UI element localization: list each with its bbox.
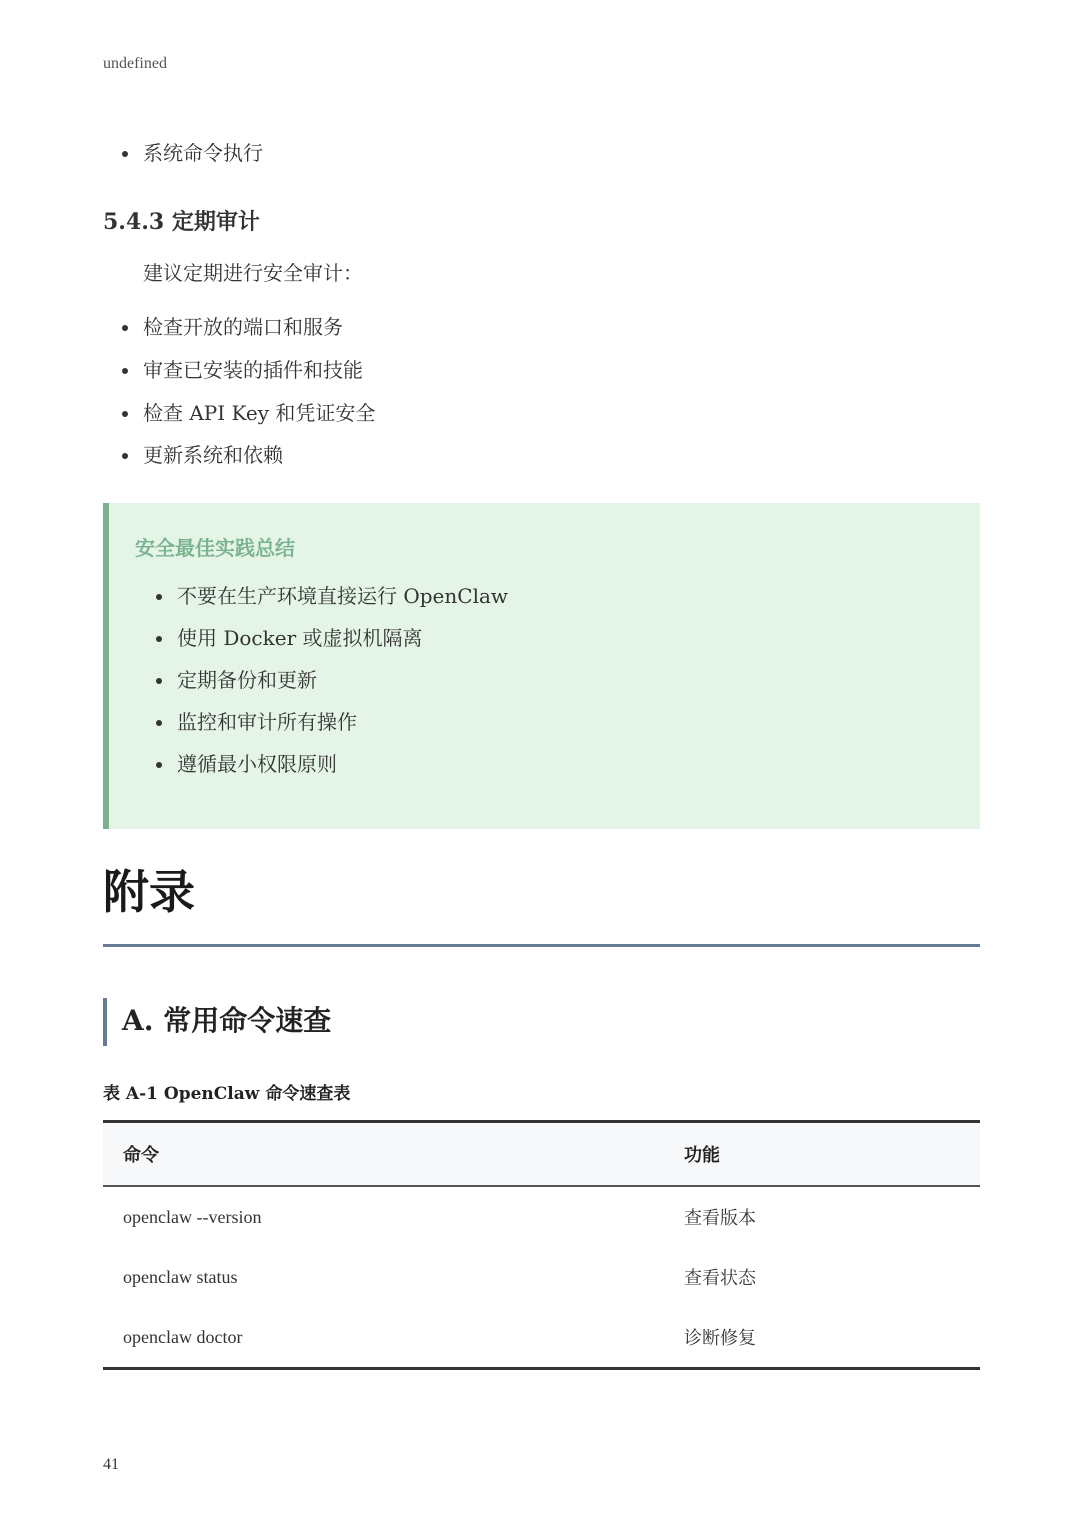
bullet-icon [156,678,162,684]
callout-title: 安全最佳实践总结 [135,536,295,560]
list-item-text: 不要在生产环境直接运行 OpenClaw [177,584,509,608]
bullet-icon [122,411,128,417]
table-cell-function: 查看状态 [684,1268,756,1288]
bullet-icon [156,636,162,642]
column-header-command: 命令 [103,1122,664,1187]
bullet-icon [156,720,162,726]
list-item-text: 审查已安装的插件和技能 [143,358,363,382]
bullet-icon [122,368,128,374]
table-caption: 表 A-1 OpenClaw 命令速查表 [103,1084,351,1104]
section-intro: 建议定期进行安全审计： [143,261,363,285]
bullet-icon [156,594,162,600]
table-cell-command: openclaw status [123,1266,238,1287]
section-title-commands: A. 常用命令速查 [122,1004,332,1037]
list-item-text: 检查开放的端口和服务 [143,315,343,339]
bullet-icon [156,762,162,768]
table-row [103,1247,980,1307]
appendix-divider [103,944,980,947]
list-item-text: 定期备份和更新 [177,668,317,692]
section-accent-bar [103,998,107,1046]
table-cell-command: openclaw doctor [123,1326,243,1347]
list-item-text: 使用 Docker 或虚拟机隔离 [177,626,423,650]
list-item-text: 更新系统和依赖 [143,443,283,467]
bullet-icon [122,151,128,157]
page-number: 41 [103,1456,119,1473]
bullet-icon [122,453,128,459]
column-header-function: 功能 [664,1122,980,1187]
appendix-title: 附录 [103,865,195,919]
list-item-text: 遵循最小权限原则 [177,752,337,776]
table-cell-command: openclaw --version [123,1206,262,1227]
running-header: undefined [103,55,167,72]
table-row [103,1307,980,1369]
list-item-text: 监控和审计所有操作 [177,710,357,734]
table-header-row [103,1122,980,1187]
command-table [103,1120,980,1370]
table-cell-function: 查看版本 [684,1208,756,1228]
bullet-icon [122,325,128,331]
table-cell-function: 诊断修复 [684,1328,756,1348]
best-practices-callout [103,503,980,829]
list-item-text: 系统命令执行 [143,141,263,165]
list-item-text: 检查 API Key 和凭证安全 [143,401,376,425]
section-heading-5-4-3: 5.4.3 定期审计 [103,209,260,235]
table-row [103,1186,980,1247]
